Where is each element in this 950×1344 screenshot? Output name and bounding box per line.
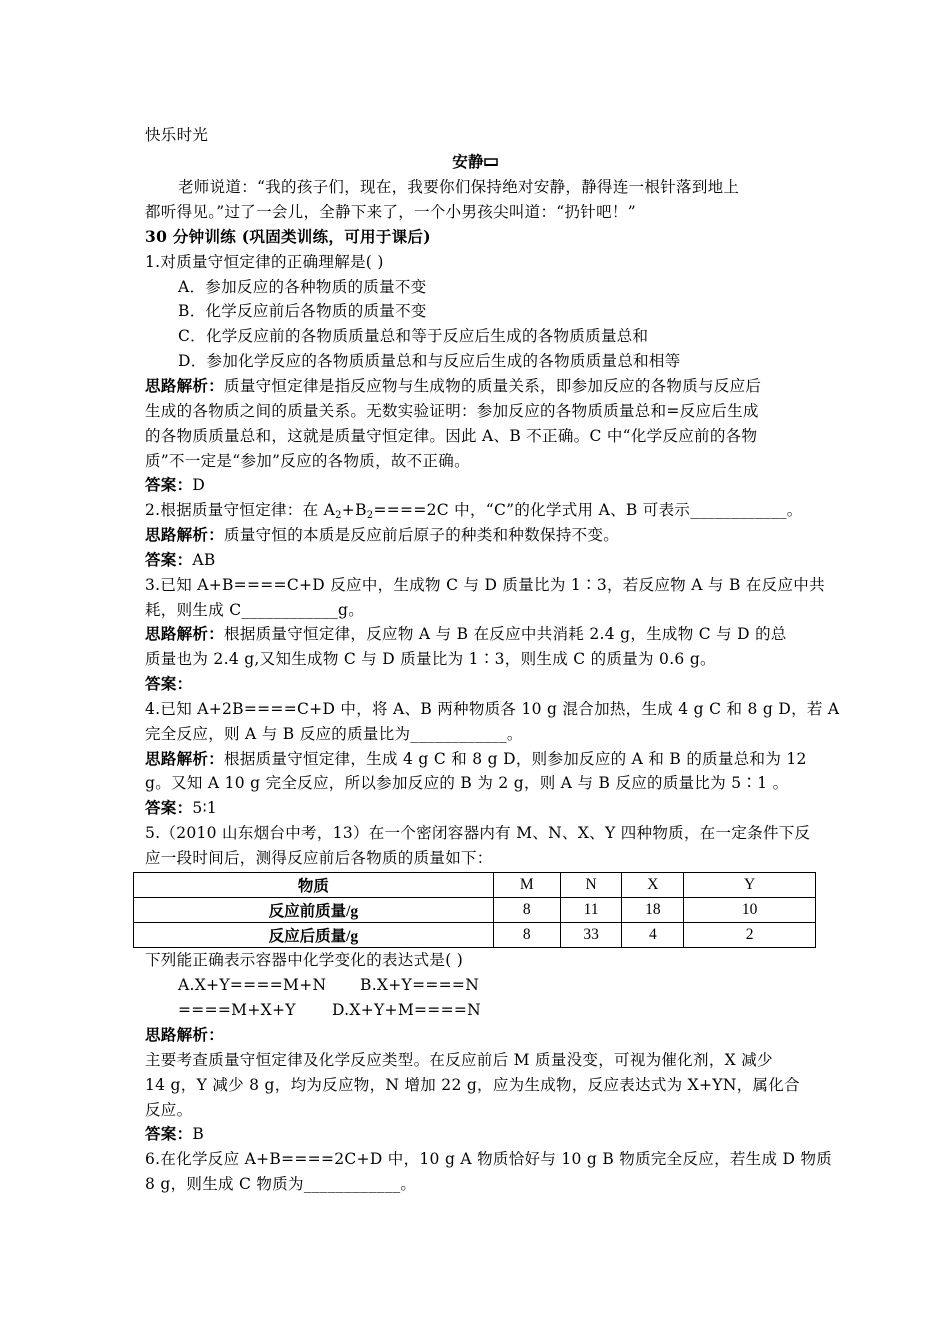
joke-title (0, 152, 950, 172)
section-title: 快乐时光 (145, 126, 209, 144)
table-header-cell: Y (684, 873, 816, 898)
analysis-label: 思路解析： (145, 624, 225, 643)
table-header-cell: X (622, 873, 684, 898)
q5-analysis-line-1: 主要考查质量守恒定律及化学反应类型。在反应前后 M 质量没变，可视为催化剂，X 减少 (145, 1051, 773, 1069)
subscript: 2 (366, 510, 374, 521)
q5-option-b: B.X+Y====N (360, 976, 480, 994)
q1-analysis-line-1 (145, 376, 761, 396)
q1-stem: 1.对质量守恒定律的正确理解是( ) (145, 253, 384, 271)
q5-answer (145, 1124, 204, 1144)
table-cell: 8 (493, 898, 560, 923)
answer-text: AB (192, 551, 216, 569)
q5-option-a: A.X+Y====M+N (178, 976, 327, 994)
mass-table (133, 872, 816, 948)
q1-option-c: C．化学反应前的各物质质量总和等于反应后生成的各物质质量总和 (178, 327, 649, 345)
q5-stem-line-1: 5.（2010 山东烟台中考，13）在一个密闭容器内有 M、N、X、Y 四种物质，在一定条件下反 (145, 824, 811, 842)
answer-text: 5∶1 (192, 799, 218, 817)
table-cell: 33 (560, 923, 622, 948)
answer-label: 答案： (145, 550, 193, 569)
q5-stem-line-2: 应一段时间后，测得反应前后各物质的质量如下： (145, 849, 493, 867)
q6-stem-line-2: 8 g，则生成 C 物质为____________。 (145, 1175, 417, 1193)
table-cell: 4 (622, 923, 684, 948)
q5-option-c: ====M+X+Y (178, 1001, 296, 1019)
table-cell: 11 (560, 898, 622, 923)
answer-label: 答案： (145, 798, 193, 817)
q5-option-d: D.X+Y+M====N (332, 1001, 482, 1019)
q5-analysis-line-3: 反应。 (145, 1101, 193, 1119)
q3-stem-line-2: 耗，则生成 C____________g。 (145, 601, 365, 619)
table-cell: 18 (622, 898, 684, 923)
analysis-text: 根据质量守恒定律，反应物 A 与 B 在反应中共消耗 2.4 g，生成物 C 与 D 的总 (224, 625, 787, 643)
q2-analysis (145, 525, 619, 545)
table-header-cell: 物质 (134, 873, 494, 898)
table-row (134, 923, 816, 948)
q4-answer (145, 798, 217, 818)
q2-stem (145, 500, 803, 520)
q1-analysis-line-4: 质”不一定是“参加”反应的各物质，故不正确。 (145, 452, 470, 470)
subscript: 2 (335, 510, 342, 521)
table-cell: 反应后质量/g (134, 923, 494, 948)
q1-option-a: A．参加反应的各种物质的质量不变 (178, 278, 427, 296)
q3-answer (145, 674, 192, 694)
q3-analysis-line-1 (145, 624, 787, 644)
table-header-cell: M (493, 873, 560, 898)
q3-stem-line-1: 3.已知 A+B====C+D 反应中，生成物 C 与 D 质量比为 1∶3，若反应物 A 与 B 在反应中共 (145, 576, 825, 594)
q4-analysis-line-2: g。又知 A 10 g 完全反应，所以参加反应的 B 为 2 g，则 A 与 B 反应的质量比为 5∶1 。 (145, 774, 789, 792)
q6-stem-line-1: 6.在化学反应 A+B====2C+D 中，10 g A 物质恰好与 10 g B 物质完全反应，若生成 D 物质 (145, 1150, 833, 1168)
q2-answer (145, 550, 216, 570)
analysis-label: 思路解析： (145, 749, 225, 768)
q1-analysis-line-3: 的各物质质量总和，这就是质量守恒定律。因此 A、B 不正确。C 中“化学反应前的各物 (145, 427, 758, 445)
analysis-text: 根据质量守恒定律，生成 4 g C 和 8 g D，则参加反应的 A 和 B 的质量总和为 12 (224, 750, 807, 768)
joke-line-2: 都听得见。”过了一会儿，全静下来了，一个小男孩尖叫道：“扔针吧！” (145, 203, 636, 221)
q1-analysis-line-2: 生成的各物质之间的质量关系。无数实验证明：参加反应的各物质质量总和=反应后生成 (145, 402, 759, 420)
q4-stem-line-1: 4.已知 A+2B====C+D 中，将 A、B 两种物质各 10 g 混合加热，生成 4 g C 和 8 g D，若 A (145, 700, 840, 718)
table-cell: 8 (493, 923, 560, 948)
analysis-label: 思路解析： (145, 525, 225, 544)
q3-analysis-line-2: 质量也为 2.4 g,又知生成物 C 与 D 质量比为 1∶3，则生成 C 的质量为 0.6 g。 (145, 650, 716, 668)
q1-answer (145, 475, 205, 495)
q2-stem-part: 2.根据质量守恒定律：在 A (145, 501, 336, 519)
analysis-text: 质量守恒的本质是反应前后原子的种类和种数保持不变。 (224, 526, 620, 544)
training-heading: 30 分钟训练 (巩固类训练，可用于课后) (145, 227, 431, 246)
answer-text: D (192, 476, 206, 494)
joke-line-1: 老师说道：“我的孩子们，现在，我要你们保持绝对安静，静得连一根针落到地上 (178, 178, 740, 196)
title-mark-icon (484, 155, 498, 167)
table-cell: 反应前质量/g (134, 898, 494, 923)
q5-analysis-label: 思路解析： (145, 1025, 225, 1044)
table-header-row (134, 873, 816, 898)
q4-stem-line-2: 完全反应，则 A 与 B 反应的质量比为____________。 (145, 725, 523, 743)
q1-option-b: B．化学反应前后各物质的质量不变 (178, 302, 427, 320)
q5-analysis-line-2: 14 g，Y 减少 8 g，均为反应物，N 增加 22 g，应为生成物，反应表达式为 X+YN，属化合 (145, 1076, 800, 1094)
joke-title-text: 安静 (452, 152, 484, 171)
answer-label: 答案： (145, 674, 193, 693)
table-cell: 10 (684, 898, 816, 923)
table-row (134, 898, 816, 923)
table-cell: 2 (684, 923, 816, 948)
analysis-label: 思路解析： (145, 376, 225, 395)
q2-stem-part: ====2C 中，“C”的化学式用 A、B 可表示____________。 (373, 501, 803, 519)
analysis-text: 质量守恒定律是指反应物与生成物的质量关系，即参加反应的各物质与反应后 (224, 377, 762, 395)
answer-label: 答案： (145, 475, 193, 494)
q5-question: 下列能正确表示容器中化学变化的表达式是( ) (145, 951, 464, 969)
q1-option-d: D．参加化学反应的各物质质量总和与反应后生成的各物质质量总和相等 (178, 352, 681, 370)
q4-analysis-line-1 (145, 749, 807, 769)
q2-stem-part: +B (341, 501, 367, 519)
table-header-cell: N (560, 873, 622, 898)
answer-label: 答案： (145, 1124, 193, 1143)
answer-text: B (192, 1125, 205, 1143)
